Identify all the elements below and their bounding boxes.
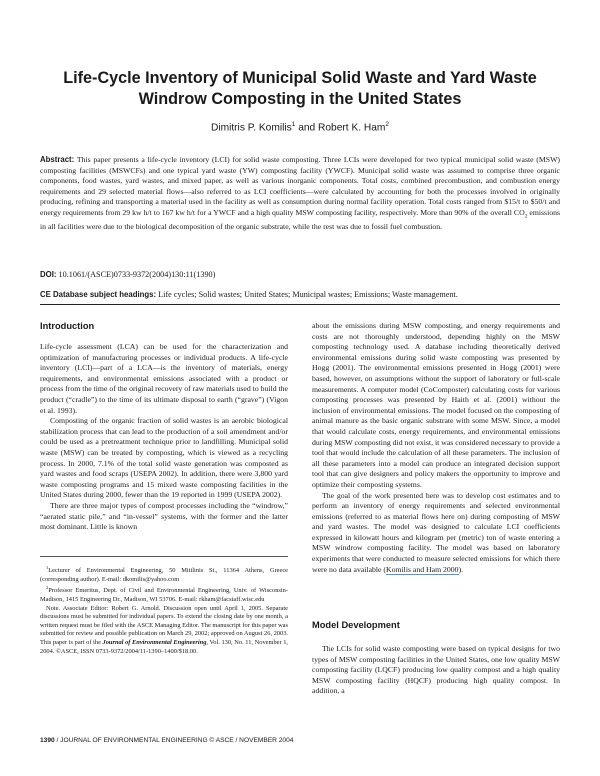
subject-headings-value: Life cycles; Solid wastes; United States; Municipal wastes; Emissions; Waste management. [156,290,458,299]
intro-paragraph-2: Composting of the organic fraction of solid wastes is an aerobic biological stabilization process that can lead to the production of a soil amendment and/or could be used as a pretreatment technique prior to landfilling. Municipal solid waste (MSW) can be treated by composting, which is viewed as a recycling process. In 2000, 7.1% of the total solid waste generation was composted as yard wastes and food scraps (USEPA 2002). In addition, there were 3,800 yard waste composting programs and 15 mixed waste composting facilities in the United States during 2000, fewer than the 19 reported in 1999 (USEPA 2002). [40,416,288,500]
intro-paragraph-1: Life-cycle assessment (LCA) can be used for the characterization and optimization of manufacturing processes or individual products. A life-cycle inventory (LCI)—part of a LCA—is the inventory of materials, energy requirements, and environmental emissions associated with a product or process from the time of the original recovery of raw materials used to build the product (“cradle”) to the time of its ultimate disposal to earth (“grave”) (Vigon et al. 1993). [40,342,288,415]
footnote-1-text: Lecturer of Environmental Engineering, 50 Mitilinis St., 11364 Athens, Greece (corresponding author). E-mail: dkomilis@yahoo.com [40,567,288,583]
footnote-rule [40,556,288,557]
footer-text: / JOURNAL OF ENVIRONMENTAL ENGINEERING © ASCE / NOVEMBER 2004 [54,737,294,744]
editorial-note [40,605,288,657]
introduction-body [40,342,288,533]
citation-link[interactable]: Komilis and Ham 2000 [386,564,459,574]
footnote-2-text: Professor Emeritus, Dept. of Civil and Environmental Engineering, Univ. of Wisconsin-Madison, 1415 Engineering Dr., Madison, WI 53706. E-mail: rkham@facstaff.wisc.edu [40,587,288,604]
author-line [30,121,570,133]
editorial-note-end: , Vol. 130, No. 11, November 1, 2004. ©ASCE, ISSN 0733-9372/2004/11-1390–1400/$18.00. [40,639,289,655]
subject-headings [40,290,560,299]
left-column [40,321,288,332]
footnote-1 [40,564,288,584]
right-paragraph-1: about the emissions during MSW composting, and energy requirements and costs are not thoroughly understood, depending highly on the MSW composting technology used. A database including theoretically derived environmental emissions during solid waste composting was presented by Hogg (2001). The environmental emissions presented in Hogg (2001) were based, however, on assumptions without the support of laboratory or full-scale measurements. A computer model (CoComposter) calculating costs for various composting processes was presented by Haith et al. (2001) without the inclusion of environmental emissions. The model focused on the composting of animal manure as the basic organic substrate with some MSW. Since, a model that would calculate costs, energy requirements, and environmental emissions during MSW composting did not exist, it was considered necessary to provide a tool that would include the calculation of all these parameters. The inclusion of all these parameters into a model can produce an integrated decision support tool that can give designers and policy makers the opportunity to improve and optimize their composting systems. [312,321,560,489]
model-development-heading: Model Development [312,620,400,630]
intro-paragraph-3: There are three major types of compost processes including the “windrow,” “aerated static pile,” and “in-vessel” systems, with the former and the latter most dominant. Little is known [40,500,288,532]
abstract-label: Abstract: [40,155,75,164]
author-1-mark: 1 [291,121,296,128]
author-2: Robert K. Ham [318,122,386,134]
editorial-note-text: Note. Associate Editor: Robert G. Arnold. Discussion open until April 1, 2005. Separate discussions must be submitted for individual papers. To extend the closing date by one month, a written request must be filed with the ASCE Managing Editor. The manuscript for this paper was submitted for review and possible publication on March 29, 2002; approved on August 26, 2003. This paper is part of the [40,604,289,646]
page-footer [40,737,440,744]
footnote-2-mark: 2 [46,585,49,591]
abstract-text-end: emissions in all facilities were due to the biological decomposition of the organic substrate, while the rest was due to fossil fuel combustion. [40,207,560,231]
right-paragraph-2-text: The goal of the work presented here was to develop cost estimates and to perform an inventory of energy requirements and selected environmental emissions (referred to as material flows here on) during composting of MSW and yard wastes. The model was designed to calculate LCI coefficients expressed in kilowatt hours and kilogram per (metric) ton of waste entering a MSW windrow composting facility. The model was based on laboratory experiments that were conducted to measure selected emissions for which there were no data available ( [312,490,560,574]
doi-label: DOI: [40,270,57,279]
subject-headings-label: CE Database subject headings: [40,290,157,299]
model-development-body [312,644,560,697]
journal-name: Journal of Environmental Engineering [102,639,207,646]
footnote-2 [40,584,288,604]
author-1: Dimitris P. Komilis [210,122,292,134]
model-paragraph-1: The LCIs for solid waste composting were based on typical designs for two types of MSW composting facilities in the United States, one low quality MSW composting facility (LQCF) producing low quality compost and a high quality MSW composting facility (HQCF) producing high quality compost. In addition, a [312,644,560,696]
author-connector: and [295,122,319,134]
doi-value[interactable]: 10.1061/(ASCE)0733-9372(2004)130:11(1390) [56,270,216,279]
header-rule [40,304,560,305]
page-number: 1390 [40,737,55,744]
right-column [312,321,560,575]
footnotes [40,564,288,656]
abstract-co2-subscript: 2 [524,213,528,220]
right-paragraph-2 [312,491,560,576]
paper-title: Life-Cycle Inventory of Municipal Solid Waste and Yard Waste Windrow Composting in the United States [63,69,537,108]
abstract [40,155,560,232]
author-2-mark: 2 [385,121,390,128]
footnote-1-mark: 1 [46,565,49,570]
introduction-heading: Introduction [40,321,95,331]
doi-line [40,270,560,279]
right-paragraph-2-end: ). [458,564,464,574]
abstract-text: This paper presents a life-cycle inventory (LCI) for solid waste composting. Three LCIs were developed for two typical municipal solid waste (MSW) composting facilities (MSWCFs) and one typical yard waste (YW) composting facility (YWCF). Municipal solid waste was assumed to comprise three organic components, food wastes, yard wastes, and mixed paper, as well as various inorganic components. Total costs, combined precombustion, and combustion energy requirements and 29 selected material flows—also referred to as LCI coefficients—were calculated by accounting for both the processes involved in originally producing, refining and transporting a material used in the facility as well as consumption during normal facility operation. Total costs ranged from $15/t to $50/t and energy requirements from 29 kw h/t to 167 kw h/t for a YWCF and a high quality MSW composting facility, respectively. More than 90% of the overall CO [40,155,560,217]
model-development-section [312,620,560,631]
